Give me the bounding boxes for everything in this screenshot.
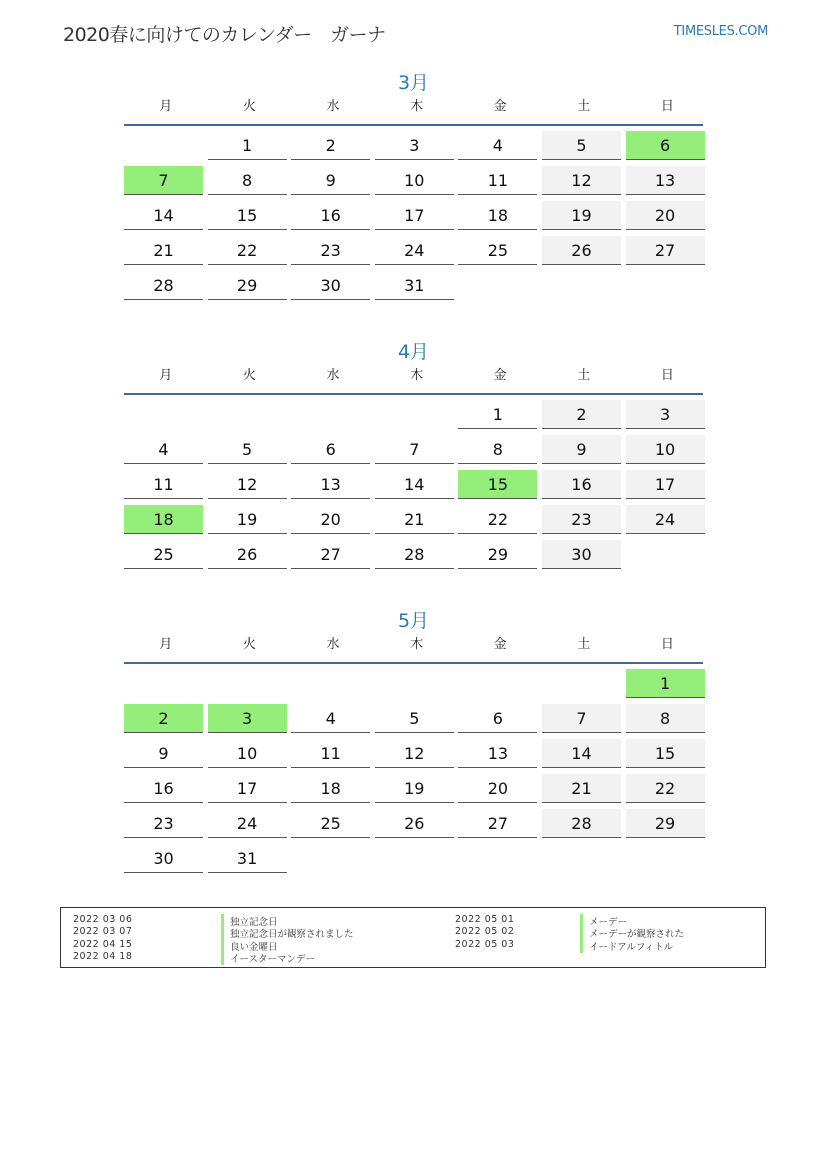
legend-holiday-name: イースターマンデー bbox=[221, 951, 315, 965]
day-cell: 7 bbox=[542, 704, 621, 733]
day-cell: 24 bbox=[375, 236, 454, 265]
day-cell: 17 bbox=[626, 470, 705, 499]
day-grid bbox=[124, 669, 703, 873]
legend-holiday-name: 独立記念日が観察されました bbox=[221, 926, 354, 940]
day-cell: 25 bbox=[291, 809, 370, 838]
weekday-label: 火 bbox=[242, 368, 256, 383]
legend-date: 2022 05 01 bbox=[455, 914, 515, 925]
holiday-day-cell: 7 bbox=[124, 166, 203, 195]
day-cell: 24 bbox=[208, 809, 287, 838]
day-cell: 20 bbox=[458, 774, 537, 803]
day-cell: 8 bbox=[458, 435, 537, 464]
legend-date: 2022 04 18 bbox=[73, 951, 133, 963]
legend-date: 2022 05 02 bbox=[455, 926, 515, 938]
day-cell: 19 bbox=[375, 774, 454, 803]
weekday-label: 土 bbox=[577, 368, 591, 383]
day-cell: 21 bbox=[542, 774, 621, 803]
legend-date: 2022 05 03 bbox=[455, 938, 515, 950]
day-cell: 6 bbox=[291, 435, 370, 464]
day-cell: 9 bbox=[291, 166, 370, 195]
day-cell: 23 bbox=[291, 236, 370, 265]
day-cell: 30 bbox=[124, 844, 203, 873]
empty-day-cell bbox=[626, 540, 705, 569]
day-cell: 12 bbox=[542, 166, 621, 195]
day-cell: 9 bbox=[542, 435, 621, 464]
holiday-legend bbox=[60, 907, 766, 968]
holiday-day-cell: 18 bbox=[124, 505, 203, 534]
day-cell: 5 bbox=[375, 704, 454, 733]
empty-day-cell bbox=[375, 844, 454, 873]
day-cell: 8 bbox=[208, 166, 287, 195]
day-cell: 28 bbox=[124, 271, 203, 300]
page-title: 2020春に向けてのカレンダー ガーナ bbox=[63, 24, 386, 46]
month-title: 5月 bbox=[397, 610, 430, 632]
legend-holiday-name: 良い金曜日 bbox=[221, 939, 278, 953]
day-cell: 13 bbox=[291, 470, 370, 499]
day-cell: 2 bbox=[542, 400, 621, 429]
weekday-label: 木 bbox=[410, 637, 424, 652]
empty-day-cell bbox=[291, 400, 370, 429]
day-cell: 10 bbox=[626, 435, 705, 464]
day-grid bbox=[124, 131, 703, 300]
weekday-header bbox=[124, 100, 703, 126]
holiday-day-cell: 2 bbox=[124, 704, 203, 733]
day-cell: 30 bbox=[542, 540, 621, 569]
day-cell: 17 bbox=[208, 774, 287, 803]
month-may bbox=[124, 606, 703, 873]
day-cell: 8 bbox=[626, 704, 705, 733]
day-cell: 20 bbox=[291, 505, 370, 534]
empty-day-cell bbox=[542, 271, 621, 300]
holiday-day-cell: 6 bbox=[626, 131, 705, 160]
day-cell: 29 bbox=[208, 271, 287, 300]
day-cell: 3 bbox=[375, 131, 454, 160]
day-cell: 9 bbox=[124, 739, 203, 768]
day-cell: 11 bbox=[124, 470, 203, 499]
day-cell: 3 bbox=[626, 400, 705, 429]
empty-day-cell bbox=[542, 669, 621, 698]
day-cell: 27 bbox=[291, 540, 370, 569]
day-cell: 20 bbox=[626, 201, 705, 230]
weekday-label: 金 bbox=[493, 637, 507, 652]
day-cell: 5 bbox=[542, 131, 621, 160]
weekday-label: 金 bbox=[493, 99, 507, 114]
day-cell: 13 bbox=[458, 739, 537, 768]
day-cell: 14 bbox=[542, 739, 621, 768]
weekday-label: 土 bbox=[577, 637, 591, 652]
empty-day-cell bbox=[124, 400, 203, 429]
day-cell: 19 bbox=[208, 505, 287, 534]
day-cell: 21 bbox=[375, 505, 454, 534]
weekday-label: 水 bbox=[326, 99, 340, 114]
day-cell: 29 bbox=[458, 540, 537, 569]
day-cell: 17 bbox=[375, 201, 454, 230]
holiday-day-cell: 3 bbox=[208, 704, 287, 733]
weekday-label: 金 bbox=[493, 368, 507, 383]
day-cell: 31 bbox=[375, 271, 454, 300]
day-cell: 31 bbox=[208, 844, 287, 873]
day-cell: 14 bbox=[375, 470, 454, 499]
weekday-label: 水 bbox=[326, 637, 340, 652]
day-cell: 23 bbox=[542, 505, 621, 534]
day-cell: 12 bbox=[208, 470, 287, 499]
day-cell: 24 bbox=[626, 505, 705, 534]
month-title: 4月 bbox=[397, 341, 430, 363]
weekday-label: 水 bbox=[326, 368, 340, 383]
day-cell: 2 bbox=[291, 131, 370, 160]
weekday-label: 木 bbox=[410, 368, 424, 383]
day-cell: 4 bbox=[124, 435, 203, 464]
day-cell: 28 bbox=[375, 540, 454, 569]
empty-day-cell bbox=[124, 669, 203, 698]
day-cell: 25 bbox=[124, 540, 203, 569]
day-cell: 12 bbox=[375, 739, 454, 768]
legend-holiday-name: メーデーが観察された bbox=[580, 926, 684, 940]
legend-date: 2022 04 15 bbox=[73, 938, 133, 950]
day-cell: 28 bbox=[542, 809, 621, 838]
weekday-label: 月 bbox=[159, 99, 173, 114]
month-march bbox=[124, 68, 703, 300]
day-cell: 18 bbox=[291, 774, 370, 803]
weekday-label: 火 bbox=[242, 637, 256, 652]
day-cell: 22 bbox=[626, 774, 705, 803]
day-cell: 18 bbox=[458, 201, 537, 230]
day-cell: 16 bbox=[542, 470, 621, 499]
month-april bbox=[124, 337, 703, 569]
empty-day-cell bbox=[458, 844, 537, 873]
empty-day-cell bbox=[375, 400, 454, 429]
day-cell: 22 bbox=[208, 236, 287, 265]
holiday-day-cell: 15 bbox=[458, 470, 537, 499]
empty-day-cell bbox=[291, 669, 370, 698]
day-cell: 16 bbox=[291, 201, 370, 230]
day-cell: 10 bbox=[208, 739, 287, 768]
weekday-label: 月 bbox=[159, 368, 173, 383]
day-cell: 11 bbox=[291, 739, 370, 768]
month-title: 3月 bbox=[397, 72, 430, 94]
day-cell: 14 bbox=[124, 201, 203, 230]
day-cell: 26 bbox=[542, 236, 621, 265]
day-cell: 10 bbox=[375, 166, 454, 195]
empty-day-cell bbox=[124, 131, 203, 160]
empty-day-cell bbox=[375, 669, 454, 698]
day-cell: 16 bbox=[124, 774, 203, 803]
day-cell: 26 bbox=[208, 540, 287, 569]
empty-day-cell bbox=[291, 844, 370, 873]
day-cell: 1 bbox=[458, 400, 537, 429]
legend-date: 2022 03 07 bbox=[73, 926, 133, 938]
day-cell: 5 bbox=[208, 435, 287, 464]
weekday-label: 日 bbox=[660, 99, 674, 114]
legend-date: 2022 03 06 bbox=[73, 914, 133, 925]
weekday-label: 日 bbox=[660, 637, 674, 652]
day-cell: 26 bbox=[375, 809, 454, 838]
day-cell: 27 bbox=[626, 236, 705, 265]
weekday-label: 月 bbox=[159, 637, 173, 652]
day-cell: 15 bbox=[626, 739, 705, 768]
legend-holiday-name: 独立記念日 bbox=[221, 914, 278, 928]
weekday-label: 木 bbox=[410, 99, 424, 114]
day-cell: 21 bbox=[124, 236, 203, 265]
brand-logo-text[interactable]: TIMESLES.COM bbox=[673, 24, 768, 39]
day-cell: 4 bbox=[458, 131, 537, 160]
legend-holiday-name: イードアルフィトル bbox=[580, 939, 673, 953]
day-grid bbox=[124, 400, 703, 569]
day-cell: 4 bbox=[291, 704, 370, 733]
day-cell: 11 bbox=[458, 166, 537, 195]
weekday-label: 火 bbox=[242, 99, 256, 114]
day-cell: 19 bbox=[542, 201, 621, 230]
weekday-header bbox=[124, 638, 703, 664]
day-cell: 6 bbox=[458, 704, 537, 733]
day-cell: 25 bbox=[458, 236, 537, 265]
day-cell: 23 bbox=[124, 809, 203, 838]
day-cell: 15 bbox=[208, 201, 287, 230]
empty-day-cell bbox=[208, 669, 287, 698]
day-cell: 1 bbox=[208, 131, 287, 160]
empty-day-cell bbox=[208, 400, 287, 429]
weekday-label: 土 bbox=[577, 99, 591, 114]
day-cell: 27 bbox=[458, 809, 537, 838]
day-cell: 13 bbox=[626, 166, 705, 195]
weekday-label: 日 bbox=[660, 368, 674, 383]
day-cell: 22 bbox=[458, 505, 537, 534]
empty-day-cell bbox=[626, 271, 705, 300]
day-cell: 30 bbox=[291, 271, 370, 300]
empty-day-cell bbox=[458, 669, 537, 698]
day-cell: 29 bbox=[626, 809, 705, 838]
weekday-header bbox=[124, 369, 703, 395]
holiday-day-cell: 1 bbox=[626, 669, 705, 698]
day-cell: 7 bbox=[375, 435, 454, 464]
empty-day-cell bbox=[542, 844, 621, 873]
empty-day-cell bbox=[626, 844, 705, 873]
empty-day-cell bbox=[458, 271, 537, 300]
legend-holiday-name: メーデー bbox=[580, 914, 627, 928]
